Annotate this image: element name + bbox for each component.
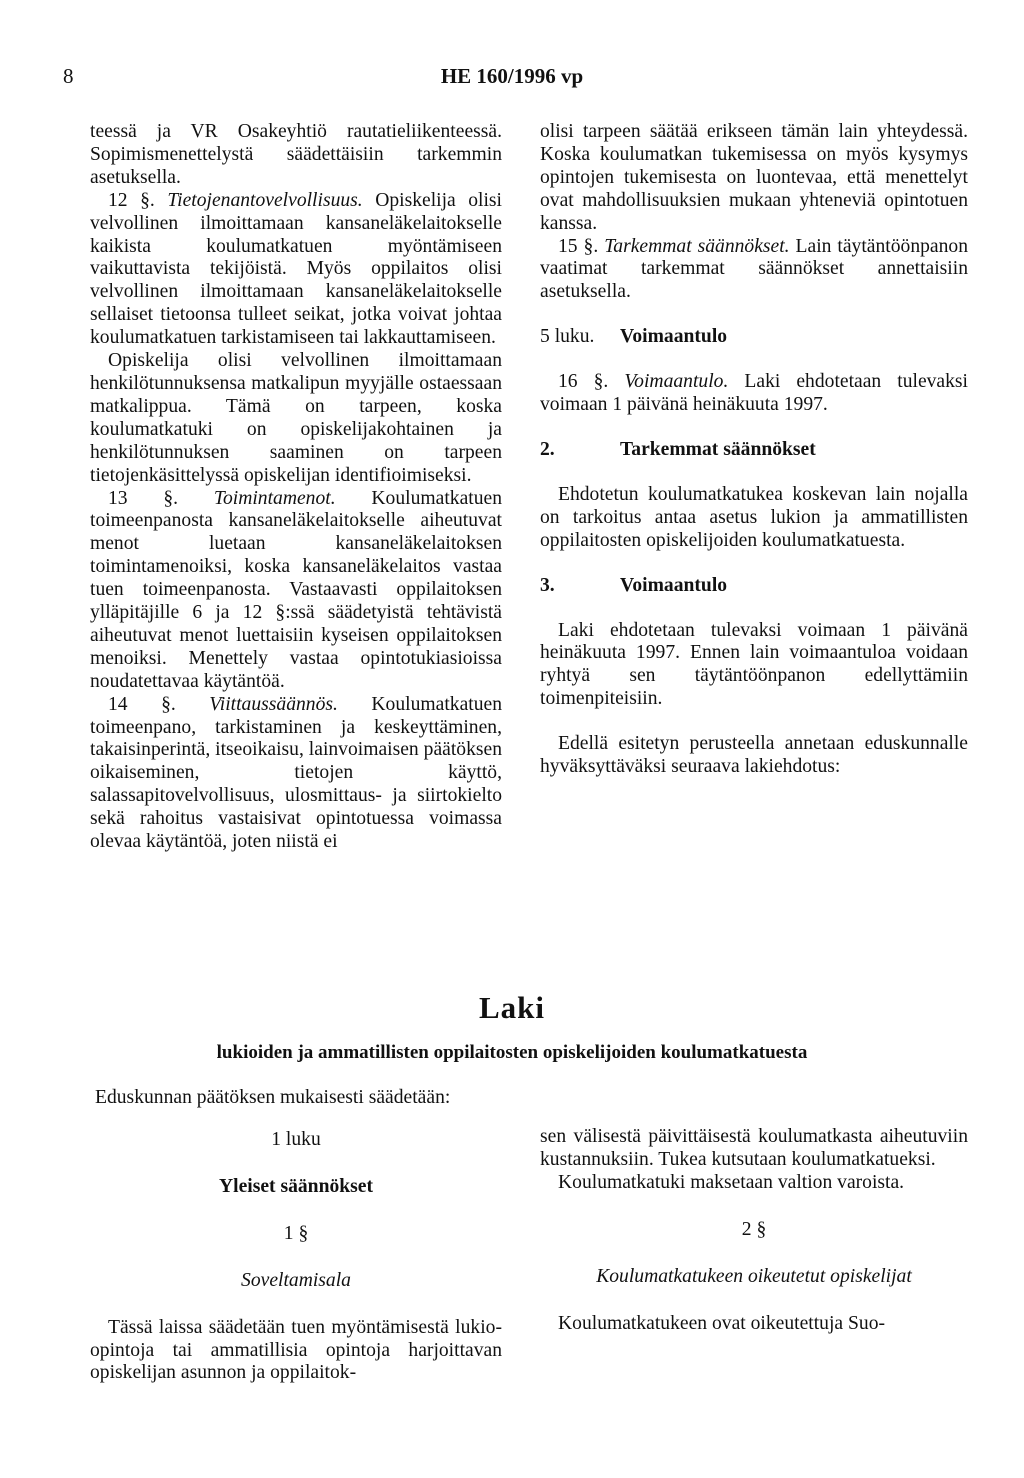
- section-heading-2: [540, 439, 968, 462]
- paragraph: Ehdotetun koulumatkatukea koskevan lain nojalla on tarkoitus antaa asetus lukion ja ammatillisten oppilaitosten opiskelijoiden koulumatkatuesta.: [540, 483, 968, 551]
- enactment-clause: Eduskunnan päätöksen mukaisesti säädetään:: [95, 1087, 451, 1108]
- section-title: Tarkemmat säännökset.: [604, 235, 790, 257]
- heading-title: Tarkemmat säännökset: [620, 438, 816, 460]
- section-text: Lain täytäntöönpanon vaatimat tarkemmat säännökset annettaisiin asetuksella.: [540, 235, 968, 303]
- heading-number: 3.: [540, 574, 555, 596]
- running-header: HE 160/1996 vp: [440, 64, 584, 88]
- paragraph: Edellä esitetyn perusteella annetaan eduskunnalle hyväksyttäväksi seuraava lakiehdotus:: [540, 733, 968, 778]
- heading-title: Voimaantulo: [620, 574, 728, 596]
- right-column: [540, 121, 968, 779]
- section-12: [90, 190, 502, 350]
- page-number: 8: [63, 64, 74, 88]
- chapter-title: Voimaantulo: [620, 326, 728, 348]
- paragraph: teessä ja VR Osakeyhtiö rautatieliikenteessä. Sopimismenettelystä säädettäisiin tarkemmin asetuksella.: [90, 121, 502, 188]
- section-text: sen välisestä päivittäisestä koulumatkasta aiheutuviin kustannuksiin. Tukea kutsutaan koulumatkatueksi.: [540, 1126, 968, 1170]
- law-left-column: [90, 1129, 502, 1385]
- chapter-number: 5 luku.: [540, 326, 595, 348]
- section-label: 12 §.: [108, 189, 155, 211]
- section-title: Soveltamisala: [241, 1269, 351, 1291]
- section-title: Koulumatkatukeen oikeutetut opiskelijat: [596, 1265, 912, 1287]
- section-text: Laki ehdotetaan tulevaksi voimaan 1 päivänä heinäkuuta 1997.: [540, 371, 968, 416]
- chapter-heading: [540, 326, 968, 349]
- paragraph: Opiskelija olisi velvollinen ilmoittamaan henkilötunnuksensa matkalipun myyjälle ostaessaan matkalippua. Tämä on tarpeen, koska koulumatkatuki on opiskelijakohtainen ja henkilötunnuksen saaminen on tarpeen tietojenkäsittelyssä opiskelijan identifioimiseksi.: [90, 350, 502, 486]
- section-text: Koulumatkatuen toimeenpanosta kansaneläkelaitokselle aiheutuvat menot luetaan kansaneläkelaitoksen toimintamenoiksi, koska kansaneläkelaitos vastaa tuen toimeenpanosta. Vastaavasti oppilaitoksen ylläpitäjille 6 ja 12 §:ssä säädetyistä tehtävistä aiheutuvat menot luettaisiin kyseisen oppilaitoksen menoiksi. Menettely vastaa opintotukiasioissa noudatettavaa käytäntöä.: [90, 487, 502, 692]
- law-subtitle: lukioiden ja ammatillisten oppilaitosten opiskelijoiden koulumatkatuesta: [216, 1042, 808, 1063]
- section-title: Viittaussäännös.: [209, 693, 338, 715]
- section-13: [90, 488, 502, 694]
- section-number: 1 §: [283, 1222, 309, 1244]
- section-label: 15 §.: [558, 235, 599, 257]
- section-text: Opiskelija olisi velvollinen ilmoittamaan kansaneläkelaitokselle kaikista koulumatkatuen myöntämiseen vaikuttavista tekijöistä. Myös oppilaitos olisi velvollinen ilmoittamaan kansaneläkelaitokselle sellaiset tietoonsa tulleet seikat, jotka voivat johtaa koulumatkatuen tarkistamiseen tai lakkauttamiseen.: [90, 189, 502, 349]
- heading-number: 2.: [540, 438, 555, 460]
- paragraph: Laki ehdotetaan tulevaksi voimaan 1 päivänä heinäkuuta 1997. Ennen lain voimaantuloa voidaan ryhtyä sen täytäntöönpanon edellyttämiin toimenpiteisiin.: [540, 619, 968, 710]
- left-column: [90, 121, 502, 854]
- law-right-column: [540, 1126, 968, 1335]
- law-title: Laki: [478, 990, 546, 1025]
- section-15: [540, 236, 968, 305]
- section-16: [540, 371, 968, 417]
- section-title: Toimintamenot.: [213, 487, 336, 509]
- section-text: Koulumatkatuki maksetaan valtion varoista.: [558, 1171, 905, 1193]
- section-label: 14 §.: [108, 693, 176, 715]
- section-label: 16 §.: [558, 371, 609, 393]
- chapter-number: 1 luku: [271, 1129, 321, 1150]
- chapter-title: Yleiset säännökset: [218, 1175, 374, 1197]
- section-14: [90, 694, 502, 854]
- section-heading-3: [540, 575, 968, 598]
- section-text: Koulumatkatuen toimeenpano, tarkistaminen ja keskeyttäminen, takaisinperintä, itseoikaisu, lainvoimaisen päätöksen oikaiseminen, tietojen käyttö, salassapitovelvollisuus, ulosmittaus- ja siirtokielto sekä rahoitus vastaisivat opintotuessa voimassa olevaa käytäntöä, joten niistä ei: [90, 693, 502, 853]
- section-title: Voimaantulo.: [624, 371, 729, 393]
- section-label: 13 §.: [108, 487, 179, 509]
- section-number: 2 §: [741, 1218, 767, 1240]
- section-title: Tietojenantovelvollisuus.: [167, 189, 363, 211]
- section-text: Koulumatkatukeen ovat oikeutettuja Suo-: [558, 1312, 886, 1334]
- paragraph: olisi tarpeen säätää erikseen tämän lain yhteydessä. Koska koulumatkan tukemisessa on myös kysymys opintojen tukemisesta on luontevaa, että menettelyt ovat mahdollisuuksien mukaan yhteneviä opintotuen kanssa.: [540, 121, 968, 234]
- section-text: Tässä laissa säädetään tuen myöntämisestä lukio-opintoja tai ammatillisia opintoja harjoittavan opiskelijan asunnon ja oppilaitok-: [90, 1316, 502, 1384]
